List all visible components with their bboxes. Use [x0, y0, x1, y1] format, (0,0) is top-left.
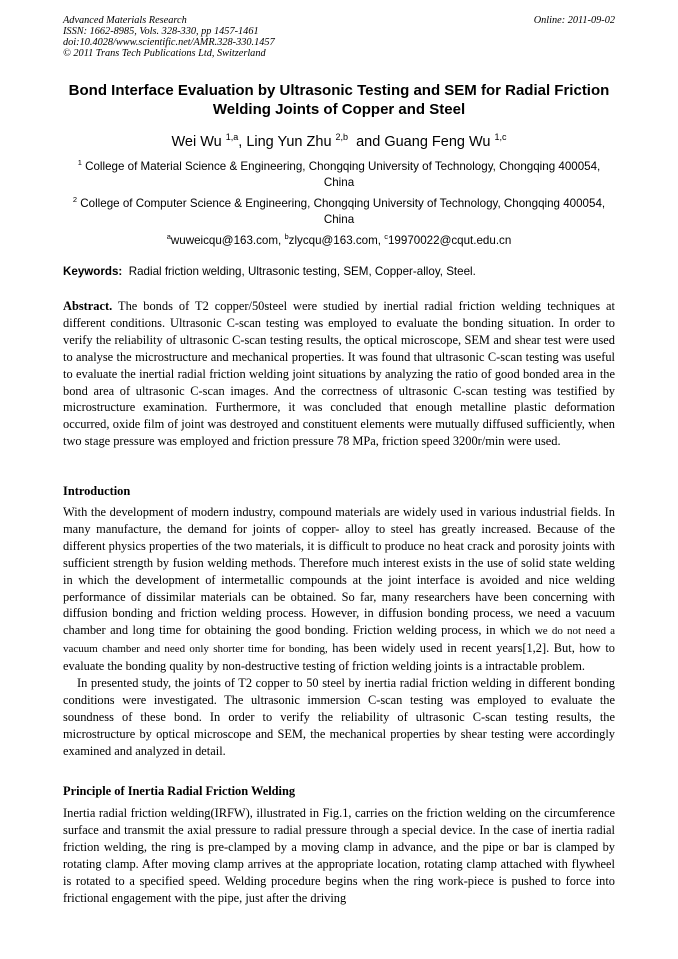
email-link[interactable]: zlycqu@163.com [288, 233, 378, 247]
principle-body [63, 805, 615, 906]
email-sup: a [166, 232, 171, 241]
email-sep: , [377, 233, 385, 247]
intro-text: has been widely used in recent years[1,2]. But, how to evaluate the bonding quality by non-destructive testing of friction welding joints is a intractable problem. [63, 641, 615, 674]
affiliation-text: College of Computer Science & Engineering, Chongqing University of Technology, Chongqing 400054, China [80, 196, 606, 226]
author-sep: , [238, 133, 247, 150]
online-date: Online: 2011-09-02 [533, 15, 615, 26]
author-sup: 1,c [494, 132, 507, 142]
introduction-body [63, 504, 615, 760]
journal-name: Advanced Materials Research [63, 15, 187, 26]
email-link[interactable]: 19970022@cqut.edu.cn [387, 233, 512, 247]
journal-doi[interactable]: doi:10.4028/www.scientific.net/AMR.328-330.1457 [63, 37, 275, 49]
abstract-text: The bonds of T2 copper/50steel were studied by inertial radial friction welding techniques at different conditions. Ultrasonic C-scan testing was employed to evaluate the bonding situation. In order to verify the reliability of ultrasonic C-scan testing results, the optical microscope, SEM and shear test were used to analyse the microstructure and mechanical properties. It was found that ultrasonic C-scan testing was useful to evaluate the inertial radial friction welding joint situations by analyzing the ratio of good bonded area in the bond area of ultrasonic C-scan images. And the correctness of ultrasonic C-scan testing was testified by microstructure examination. Furthermore, it was concluded that enough metalline plastic deformation occurred, oxide film of joint was destroyed and constituent elements were mutually diffused sufficiently, when two stage pressure was employed and friction pressure 78 MPa, friction speed 3200r/min were used. [63, 299, 616, 449]
paper-title: Bond Interface Evaluation by Ultrasonic Testing and SEM for Radial Friction Welding Joints of Copper and Steel [68, 82, 610, 118]
journal-copyright: © 2011 Trans Tech Publications Ltd, Switzerland [63, 48, 266, 60]
email-sup: b [284, 232, 289, 241]
author-name: Guang Feng Wu [384, 133, 491, 150]
introduction-paragraph-1 [63, 504, 615, 675]
email-link[interactable]: wuweicqu@163.com [170, 233, 279, 247]
author-list [63, 128, 615, 151]
journal-issn: ISSN: 1662-8985, Vols. 328-330, pp 1457-1461 [63, 26, 259, 38]
intro-text-small: we do not need a vacuum chamber and need only shorter time for bonding, [63, 625, 615, 656]
affiliation-sup: 2 [72, 195, 78, 204]
author-sup: 1,a [225, 132, 239, 142]
principle-paragraph-1: Inertia radial friction welding(IRFW), illustrated in Fig.1, carries on the friction welding on the circumference surface and transmit the axial pressure to radial pressure through a special device. In the case of inertia radial friction welding, the ring is pre-clamped by a moving clamp in advance, and the pipe or bar is clamped by rotating clamp. After moving clamp arrives at the appropriate location, rotating clamp attached with flywheel is rotated to a specified speed. Welding procedure begins when the ring work-piece is pushed to force into frictional engagement with the pipe, just after the driving [63, 806, 615, 905]
principle-heading: Principle of Inertia Radial Friction Welding [63, 784, 296, 798]
author-name: Ling Yun Zhu [246, 133, 332, 150]
email-list [63, 229, 615, 249]
author-sup: 2,b [335, 132, 349, 142]
affiliation-text: College of Material Science & Engineering, Chongqing University of Technology, Chongqing 400054, China [85, 159, 601, 189]
journal-header [63, 15, 615, 59]
keywords-label: Keywords: [63, 265, 123, 278]
abstract-label: Abstract. [63, 299, 113, 313]
keywords-text: Radial friction welding, Ultrasonic testing, SEM, Copper-alloy, Steel. [128, 265, 476, 278]
email-sup: c [384, 232, 388, 241]
keywords [63, 264, 615, 280]
author-sep: and [352, 133, 385, 150]
affiliation-1 [63, 155, 615, 191]
author-name: Wei Wu [171, 133, 222, 150]
email-sep: , [278, 233, 285, 247]
affiliation-2 [63, 192, 615, 228]
introduction-heading: Introduction [63, 484, 131, 498]
intro-text: With the development of modern industry, compound materials are widely used in various industrial fields. In many manufacture, the demand for joints of copper- alloy to steel has greatly increased. Because of the different physics properties of the two materials, it is difficult to produce no heat crack and porosity joints with sufficient strength by fusion welding methods. Therefore much interest exists in the use of solid state welding in which the development of intermetallic compounds at the joint interface is avoided and nice welding performance of dissimilar materials can be obtained. So far, many researchers have been concerning with diffusion bonding and friction welding process. However, in diffusion bonding process, we need a vacuum chamber and long time for obtaining the good bonding. Friction welding process, in which [63, 505, 615, 638]
abstract [63, 298, 615, 450]
affiliation-sup: 1 [77, 158, 82, 167]
introduction-paragraph-2: In presented study, the joints of T2 copper to 50 steel by inertia radial friction welding in different bonding conditions were investigated. The ultrasonic immersion C-scan testing was employed to evaluate the soundness of these bond. In order to verify the reliability of ultrasonic C-scan testing results, the microstructure by optical microscope and SEM, the mechanical properties by shear testing were accordingly examined and analyzed in detail. [63, 676, 615, 758]
